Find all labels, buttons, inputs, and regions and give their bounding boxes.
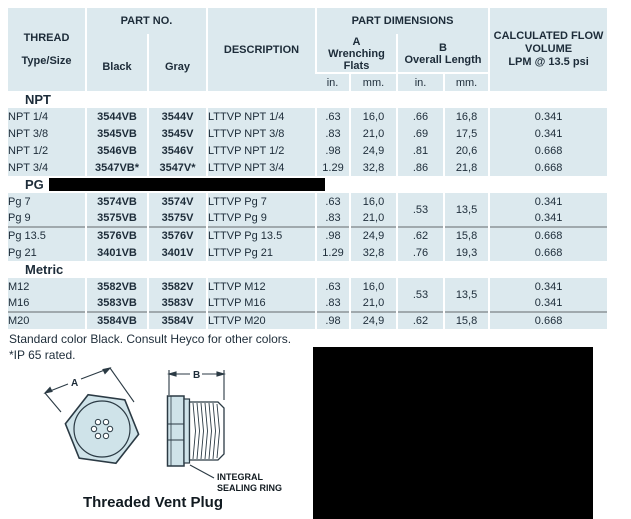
- sealing-ring: [184, 399, 190, 463]
- cell-part-black: 3583VB: [86, 295, 148, 312]
- cell-flow: 0.341: [489, 108, 607, 125]
- cell-a-in: .63: [316, 193, 350, 210]
- cell-flow: 0.668: [489, 159, 607, 176]
- cell-part-gray: 3582V: [148, 278, 207, 295]
- col-header-part-dimensions: PART DIMENSIONS: [316, 8, 489, 34]
- col-header-gray: Gray: [148, 34, 207, 91]
- cell-part-gray: 3576V: [148, 227, 207, 244]
- cell-size: M20: [8, 312, 86, 329]
- section-title-npt: NPT: [25, 92, 51, 107]
- cell-a-mm: 32,8: [350, 159, 397, 176]
- col-header-dim-a: [316, 34, 397, 73]
- cell-b-in-merged: .53: [397, 193, 444, 227]
- cell-part-gray: 3401V: [148, 244, 207, 261]
- cell-part-black: 3576VB: [86, 227, 148, 244]
- callout-sealing-ring: SEALING RING: [217, 483, 283, 493]
- dim-b-label: B: [193, 370, 201, 381]
- cell-b-mm: 20,6: [444, 142, 489, 159]
- cell-part-gray: 3544V: [148, 108, 207, 125]
- cell-a-in: .98: [316, 312, 350, 329]
- cell-b-mm: 15,8: [444, 312, 489, 329]
- cell-description: LTTVP M16: [207, 295, 316, 312]
- cell-a-in: .98: [316, 227, 350, 244]
- cell-part-gray: 3574V: [148, 193, 207, 210]
- cell-part-black: 3547VB*: [86, 159, 148, 176]
- cell-b-mm-merged: 13,5: [444, 278, 489, 312]
- spec-table: [8, 8, 607, 329]
- cell-b-in: .81: [397, 142, 444, 159]
- unit-b-mm: mm.: [444, 73, 489, 91]
- cell-size: M16: [8, 295, 86, 312]
- cell-description: LTTVP Pg 9: [207, 210, 316, 227]
- cell-b-mm: 15,8: [444, 227, 489, 244]
- cell-b-in: .66: [397, 108, 444, 125]
- vent-plug-front-view: [45, 368, 139, 463]
- col-header-part-no: PART NO.: [86, 8, 207, 34]
- cell-part-black: 3584VB: [86, 312, 148, 329]
- cell-a-mm: 24,9: [350, 142, 397, 159]
- table-row: [8, 278, 607, 295]
- cell-size: Pg 7: [8, 193, 86, 210]
- cell-part-gray: 3547V*: [148, 159, 207, 176]
- flow-label-2: VOLUME: [525, 43, 573, 55]
- cell-a-mm: 21,0: [350, 125, 397, 142]
- table-row: [8, 227, 607, 244]
- thread-label: THREAD: [23, 32, 70, 44]
- cell-size: NPT 3/8: [8, 125, 86, 142]
- cell-a-mm: 21,0: [350, 295, 397, 312]
- cell-flow: 0.341: [489, 278, 607, 295]
- vent-plug-side-view: [168, 370, 283, 493]
- redaction-bar: [49, 178, 325, 191]
- cell-a-in: .83: [316, 295, 350, 312]
- table-row: [8, 159, 607, 176]
- table-row: [8, 142, 607, 159]
- table-row: [8, 295, 607, 312]
- cell-flow: 0.668: [489, 227, 607, 244]
- cell-description: LTTVP Pg 13.5: [207, 227, 316, 244]
- cell-size: M12: [8, 278, 86, 295]
- cell-a-mm: 24,9: [350, 227, 397, 244]
- dim-a-label: A: [71, 378, 79, 389]
- section-title-row-pg: [8, 176, 607, 193]
- cell-description: LTTVP NPT 1/4: [207, 108, 316, 125]
- cell-b-in-merged: .53: [397, 278, 444, 312]
- cell-size: NPT 1/4: [8, 108, 86, 125]
- cell-a-mm: 16,0: [350, 278, 397, 295]
- cell-a-mm: 24,9: [350, 312, 397, 329]
- cell-flow: 0.341: [489, 295, 607, 312]
- cell-a-in: .63: [316, 108, 350, 125]
- cell-b-in: .62: [397, 227, 444, 244]
- cell-a-in: .63: [316, 278, 350, 295]
- cell-flow: 0.341: [489, 193, 607, 210]
- cell-b-mm: 21,8: [444, 159, 489, 176]
- unit-b-in: in.: [397, 73, 444, 91]
- cell-flow: 0.668: [489, 142, 607, 159]
- col-header-thread: [8, 8, 86, 91]
- cell-a-in: .83: [316, 125, 350, 142]
- cell-a-in: 1.29: [316, 244, 350, 261]
- cell-part-black: 3546VB: [86, 142, 148, 159]
- footnote-color: Standard color Black. Consult Heyco for other colors.: [9, 332, 292, 346]
- cell-description: LTTVP Pg 21: [207, 244, 316, 261]
- dim-b-label: Overall Length: [404, 54, 482, 66]
- cell-b-mm: 16,8: [444, 108, 489, 125]
- cell-part-gray: 3545V: [148, 125, 207, 142]
- footnote-ip65: *IP 65 rated.: [9, 348, 76, 362]
- threaded-body: [190, 402, 225, 460]
- cell-a-mm: 16,0: [350, 193, 397, 210]
- unit-a-mm: mm.: [350, 73, 397, 91]
- table-row: [8, 312, 607, 329]
- dim-a-letter: A: [352, 36, 361, 48]
- cell-part-gray: 3546V: [148, 142, 207, 159]
- table-row: [8, 210, 607, 227]
- cell-b-in: .76: [397, 244, 444, 261]
- cell-a-in: 1.29: [316, 159, 350, 176]
- cell-flow: 0.341: [489, 125, 607, 142]
- dim-a-label: Wrenching Flats: [328, 48, 385, 72]
- cell-a-mm: 21,0: [350, 210, 397, 227]
- cell-part-black: 3401VB: [86, 244, 148, 261]
- unit-a-in: in.: [316, 73, 350, 91]
- col-header-black: Black: [86, 34, 148, 91]
- cell-a-in: .98: [316, 142, 350, 159]
- col-header-flow: [489, 8, 607, 91]
- header-row-1: [8, 8, 607, 34]
- cell-size: NPT 1/2: [8, 142, 86, 159]
- vent-plug-drawing: [18, 362, 318, 494]
- cell-description: LTTVP NPT 3/8: [207, 125, 316, 142]
- flow-label-3: LPM @ 13.5 psi: [508, 56, 589, 68]
- cell-description: LTTVP Pg 7: [207, 193, 316, 210]
- cell-size: Pg 21: [8, 244, 86, 261]
- col-header-dim-b: [397, 34, 489, 73]
- callout-integral: INTEGRAL: [217, 472, 263, 482]
- table-row: [8, 193, 607, 210]
- cell-size: NPT 3/4: [8, 159, 86, 176]
- table-row: [8, 125, 607, 142]
- cell-part-black: 3582VB: [86, 278, 148, 295]
- cell-b-in: .86: [397, 159, 444, 176]
- cell-b-mm: 17,5: [444, 125, 489, 142]
- cell-flow: 0.341: [489, 210, 607, 227]
- section-title-pg: PG: [25, 177, 44, 192]
- redacted-image: [313, 347, 593, 519]
- cell-part-black: 3574VB: [86, 193, 148, 210]
- cell-size: Pg 13.5: [8, 227, 86, 244]
- cell-part-gray: 3584V: [148, 312, 207, 329]
- section-title-row-metric: [8, 261, 607, 278]
- cell-description: LTTVP M20: [207, 312, 316, 329]
- cell-flow: 0.668: [489, 312, 607, 329]
- callout-leader-line: [190, 465, 214, 478]
- cell-b-mm-merged: 13,5: [444, 193, 489, 227]
- section-title-row-npt: [8, 91, 607, 108]
- plug-head: [168, 396, 185, 466]
- cell-size: Pg 9: [8, 210, 86, 227]
- cell-part-black: 3544VB: [86, 108, 148, 125]
- cell-description: LTTVP NPT 1/2: [207, 142, 316, 159]
- cell-part-gray: 3575V: [148, 210, 207, 227]
- col-header-description: DESCRIPTION: [207, 8, 316, 91]
- cell-a-mm: 16,0: [350, 108, 397, 125]
- table-row: [8, 244, 607, 261]
- cell-part-black: 3575VB: [86, 210, 148, 227]
- cell-a-in: .83: [316, 210, 350, 227]
- cell-b-in: .69: [397, 125, 444, 142]
- type-size-label: Type/Size: [21, 55, 72, 67]
- table-row: [8, 108, 607, 125]
- section-title-metric: Metric: [25, 262, 64, 277]
- cell-a-mm: 32,8: [350, 244, 397, 261]
- cell-description: LTTVP M12: [207, 278, 316, 295]
- cell-b-in: .62: [397, 312, 444, 329]
- figure-caption: Threaded Vent Plug: [82, 494, 224, 511]
- cell-description: LTTVP NPT 3/4: [207, 159, 316, 176]
- cell-part-black: 3545VB: [86, 125, 148, 142]
- cell-part-gray: 3583V: [148, 295, 207, 312]
- dim-b-letter: B: [439, 42, 447, 54]
- cell-b-mm: 19,3: [444, 244, 489, 261]
- flow-label-1: CALCULATED FLOW: [493, 30, 604, 42]
- cell-flow: 0.668: [489, 244, 607, 261]
